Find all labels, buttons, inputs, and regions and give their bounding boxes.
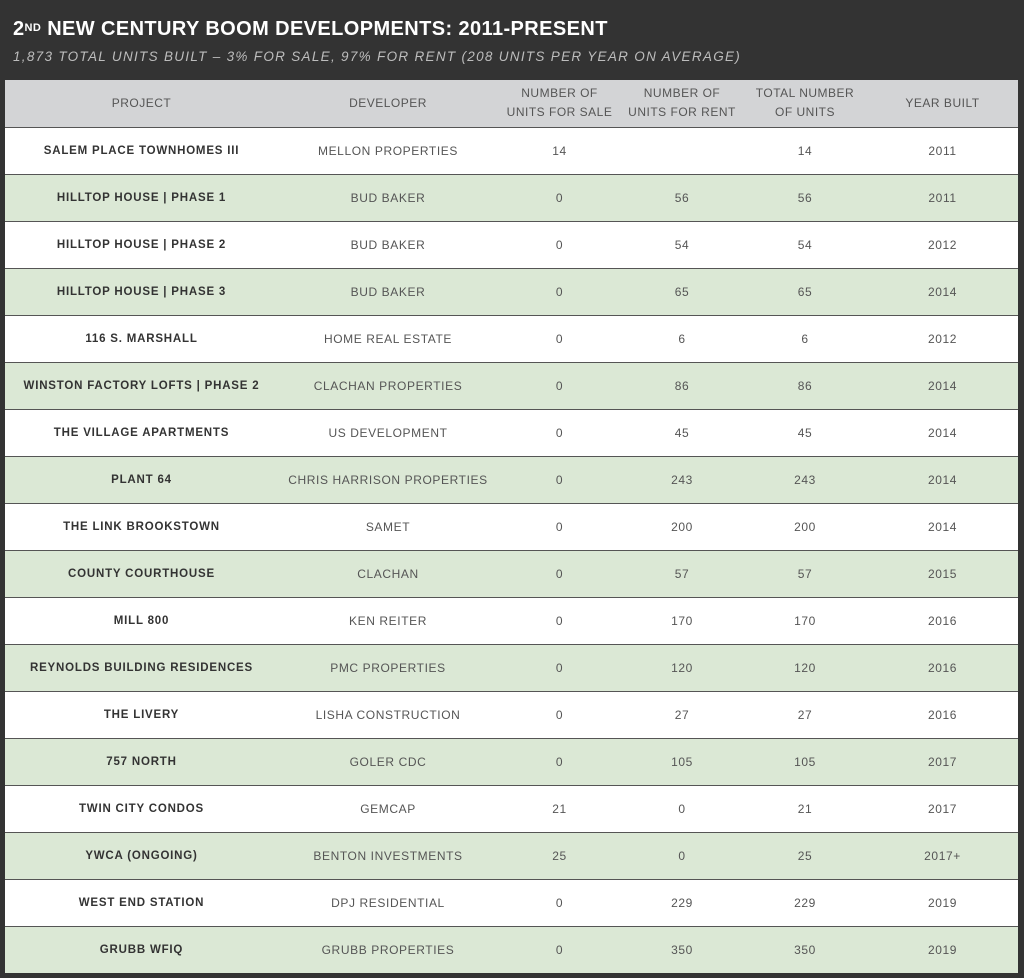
header-units-for-sale: NUMBER OF UNITS FOR SALE <box>498 80 621 127</box>
project-cell: WINSTON FACTORY LOFTS | PHASE 2 <box>5 362 278 409</box>
total-units-cell: 27 <box>743 691 867 738</box>
developer-cell: GOLER CDC <box>278 738 498 785</box>
developer-cell: US DEVELOPMENT <box>278 409 498 456</box>
units-for-rent-cell: 229 <box>621 879 743 926</box>
units-for-sale-cell: 0 <box>498 879 621 926</box>
year-built-cell: 2019 <box>867 879 1018 926</box>
units-for-sale-cell: 0 <box>498 738 621 785</box>
project-cell: 757 NORTH <box>5 738 278 785</box>
year-built-cell: 2014 <box>867 268 1018 315</box>
units-for-sale-cell: 0 <box>498 550 621 597</box>
year-built-cell: 2017+ <box>867 832 1018 879</box>
project-cell: SALEM PLACE TOWNHOMES III <box>5 127 278 174</box>
year-built-cell: 2016 <box>867 597 1018 644</box>
total-units-cell: 14 <box>743 127 867 174</box>
total-units-cell: 350 <box>794 942 816 957</box>
year-built-cell: 2016 <box>867 644 1018 691</box>
units-for-rent-cell: 170 <box>621 597 743 644</box>
units-for-sale-cell: 0 <box>498 503 621 550</box>
year-built-cell: 2017 <box>867 785 1018 832</box>
table-row <box>5 832 1018 879</box>
units-for-rent-cell: 54 <box>621 221 743 268</box>
project-cell: HILLTOP HOUSE | PHASE 3 <box>5 268 278 315</box>
project-cell: THE LINK BROOKSTOWN <box>5 503 278 550</box>
units-for-sale-cell: 0 <box>498 268 621 315</box>
developer-cell: GEMCAP <box>278 785 498 832</box>
year-built-cell: 2016 <box>867 691 1018 738</box>
developer-cell: MELLON PROPERTIES <box>278 127 498 174</box>
units-for-sale-cell: 0 <box>498 644 621 691</box>
developer-cell: BUD BAKER <box>278 268 498 315</box>
year-built-cell: 2015 <box>867 550 1018 597</box>
table-row <box>5 362 1018 409</box>
total-units-cell: 86 <box>743 362 867 409</box>
units-for-rent-cell: 57 <box>621 550 743 597</box>
header-project: PROJECT <box>5 80 278 127</box>
table-row <box>5 926 1018 973</box>
table-row <box>5 550 1018 597</box>
year-built-cell: 2014 <box>867 503 1018 550</box>
year-built-cell: 2012 <box>867 221 1018 268</box>
table-row <box>5 644 1018 691</box>
table-row <box>5 738 1018 785</box>
total-units-cell: 200 <box>743 503 867 550</box>
total-units-cell: 6 <box>743 315 867 362</box>
units-for-rent-cell <box>621 127 743 174</box>
header-units-for-rent: NUMBER OF UNITS FOR RENT <box>621 80 743 127</box>
units-for-sale-cell: 25 <box>498 832 621 879</box>
units-for-rent-cell: 350 <box>671 942 693 957</box>
total-units-cell: 21 <box>743 785 867 832</box>
developer-cell: DPJ RESIDENTIAL <box>278 879 498 926</box>
units-for-sale-cell: 0 <box>498 409 621 456</box>
developer-cell: CLACHAN PROPERTIES <box>278 362 498 409</box>
project-cell: THE LIVERY <box>5 691 278 738</box>
table-row <box>5 409 1018 456</box>
title-prefix: 2 <box>13 18 25 40</box>
units-for-rent-cell: 105 <box>621 738 743 785</box>
developer-cell: LISHA CONSTRUCTION <box>278 691 498 738</box>
total-units-cell: 120 <box>743 644 867 691</box>
table-row <box>5 503 1018 550</box>
developer-cell: BENTON INVESTMENTS <box>278 832 498 879</box>
units-for-sale-cell: 0 <box>555 942 564 957</box>
total-units-cell: 45 <box>743 409 867 456</box>
units-for-rent-cell: 65 <box>621 268 743 315</box>
developments-table <box>5 80 1018 973</box>
total-units-cell: 229 <box>743 879 867 926</box>
table-row <box>5 785 1018 832</box>
units-for-rent-cell: 243 <box>621 456 743 503</box>
table-row <box>5 597 1018 644</box>
table-container <box>5 80 1018 973</box>
units-for-sale-cell: 0 <box>498 456 621 503</box>
year-built-cell: 2017 <box>867 738 1018 785</box>
units-for-rent-cell: 120 <box>621 644 743 691</box>
year-built-cell: 2019 <box>927 942 958 957</box>
project-cell: MILL 800 <box>5 597 278 644</box>
project-cell: GRUBB WFIQ <box>99 943 184 956</box>
developer-cell: CLACHAN <box>278 550 498 597</box>
units-for-sale-cell: 21 <box>498 785 621 832</box>
table-header-row <box>5 80 1018 127</box>
developer-cell: SAMET <box>278 503 498 550</box>
total-units-cell: 65 <box>743 268 867 315</box>
units-for-sale-cell: 0 <box>498 315 621 362</box>
units-for-sale-cell: 0 <box>498 174 621 221</box>
table-row <box>5 174 1018 221</box>
header <box>0 0 1024 80</box>
units-for-rent-cell: 27 <box>621 691 743 738</box>
project-cell: WEST END STATION <box>5 879 278 926</box>
units-for-rent-cell: 45 <box>621 409 743 456</box>
project-cell: PLANT 64 <box>5 456 278 503</box>
header-year-built: YEAR BUILT <box>867 80 1018 127</box>
units-for-sale-cell: 0 <box>498 221 621 268</box>
total-units-cell: 105 <box>743 738 867 785</box>
year-built-cell: 2014 <box>867 409 1018 456</box>
total-units-cell: 243 <box>743 456 867 503</box>
units-for-rent-cell: 0 <box>621 785 743 832</box>
developer-cell: BUD BAKER <box>278 174 498 221</box>
units-for-rent-cell: 6 <box>621 315 743 362</box>
project-cell: REYNOLDS BUILDING RESIDENCES <box>5 644 278 691</box>
project-cell: COUNTY COURTHOUSE <box>5 550 278 597</box>
year-built-cell: 2012 <box>867 315 1018 362</box>
title-ordinal-suffix: ND <box>24 22 42 34</box>
total-units-cell: 57 <box>743 550 867 597</box>
table-row <box>5 315 1018 362</box>
total-units-cell: 54 <box>743 221 867 268</box>
units-for-rent-cell: 86 <box>621 362 743 409</box>
units-for-sale-cell: 0 <box>498 691 621 738</box>
units-for-sale-cell: 0 <box>498 362 621 409</box>
developer-cell: PMC PROPERTIES <box>278 644 498 691</box>
project-cell: HILLTOP HOUSE | PHASE 1 <box>5 174 278 221</box>
project-cell: HILLTOP HOUSE | PHASE 2 <box>5 221 278 268</box>
header-total-units: TOTAL NUMBER OF UNITS <box>743 80 867 127</box>
table-row <box>5 221 1018 268</box>
developer-cell: KEN REITER <box>278 597 498 644</box>
table-row <box>5 879 1018 926</box>
project-cell: THE VILLAGE APARTMENTS <box>5 409 278 456</box>
year-built-cell: 2011 <box>867 174 1018 221</box>
table-row <box>5 268 1018 315</box>
header-developer: DEVELOPER <box>278 80 498 127</box>
total-units-cell: 170 <box>743 597 867 644</box>
page-title <box>13 16 1011 42</box>
total-units-cell: 25 <box>743 832 867 879</box>
table-row <box>5 127 1018 174</box>
project-cell: 116 S. MARSHALL <box>5 315 278 362</box>
developer-cell: GRUBB PROPERTIES <box>321 942 455 957</box>
year-built-cell: 2011 <box>867 127 1018 174</box>
page-subtitle: 1,873 TOTAL UNITS BUILT – 3% FOR SALE, 97% FOR RENT (208 UNITS PER YEAR ON AVERAGE) <box>13 49 742 64</box>
units-for-rent-cell: 0 <box>621 832 743 879</box>
total-units-cell: 56 <box>743 174 867 221</box>
developer-cell: BUD BAKER <box>278 221 498 268</box>
units-for-sale-cell: 14 <box>498 127 621 174</box>
units-for-sale-cell: 0 <box>498 597 621 644</box>
developer-cell: HOME REAL ESTATE <box>278 315 498 362</box>
title-text: NEW CENTURY BOOM DEVELOPMENTS: 2011-PRESENT <box>41 18 608 40</box>
units-for-rent-cell: 56 <box>621 174 743 221</box>
developer-cell: CHRIS HARRISON PROPERTIES <box>278 456 498 503</box>
year-built-cell: 2014 <box>867 456 1018 503</box>
table-row <box>5 691 1018 738</box>
year-built-cell: 2014 <box>867 362 1018 409</box>
project-cell: TWIN CITY CONDOS <box>5 785 278 832</box>
units-for-rent-cell: 200 <box>621 503 743 550</box>
project-cell: YWCA (ONGOING) <box>5 832 278 879</box>
table-row <box>5 456 1018 503</box>
